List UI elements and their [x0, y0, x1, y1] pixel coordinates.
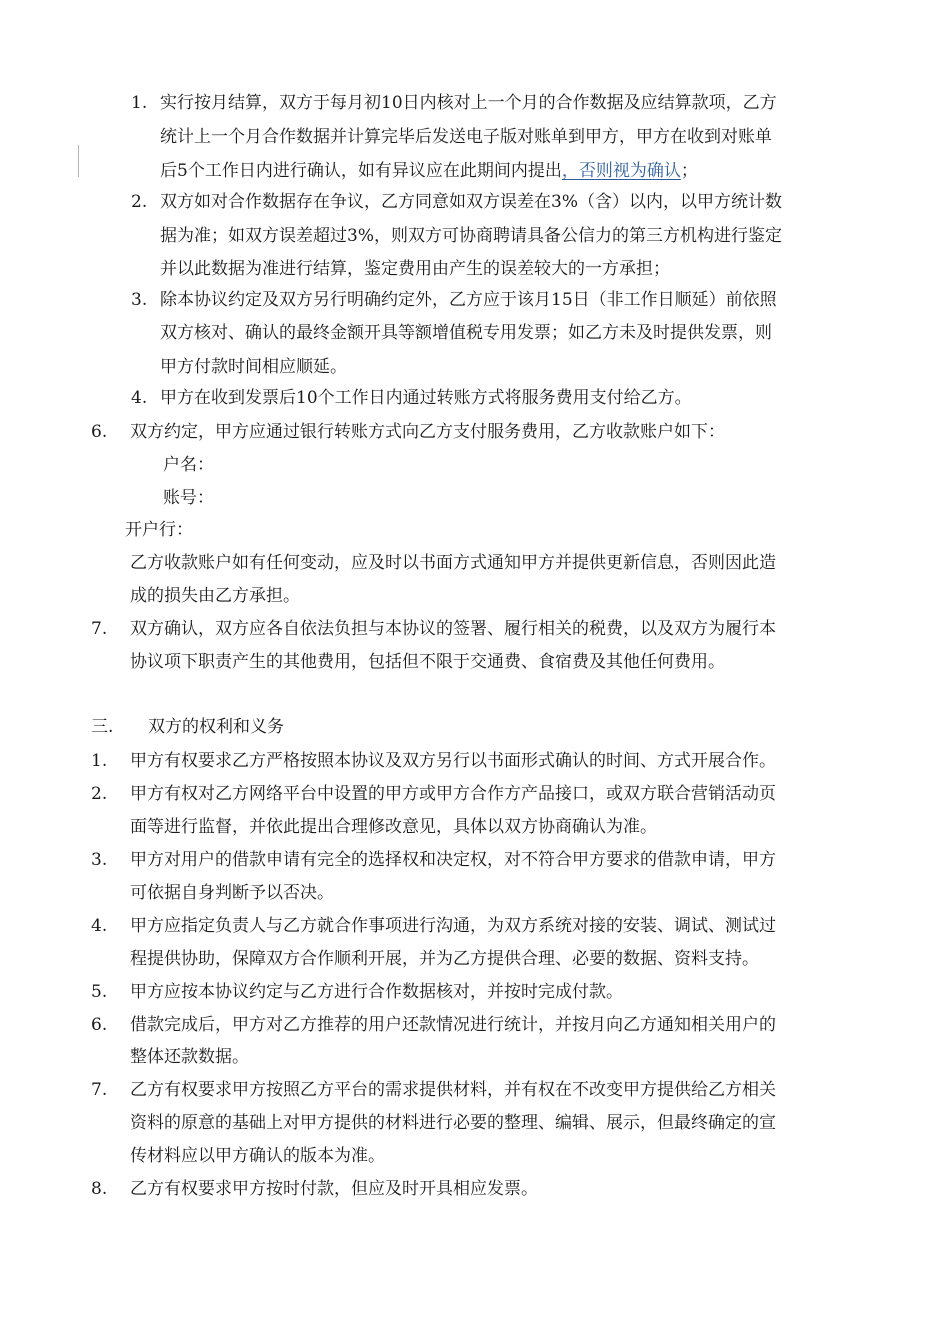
- tracked-change-link[interactable]: ，否则视为确认: [561, 161, 681, 181]
- paragraph-line: 双方核对、确认的最终金额开具等额增值税专用发票；如乙方未及时提供发票，则: [160, 323, 772, 343]
- paragraph-line: 双方如对合作数据存在争议，乙方同意如双方误差在3%（含）以内，以甲方统计数: [160, 192, 782, 212]
- paragraph-line: 资料的原意的基础上对甲方提供的材料进行必要的整理、编辑、展示，但最终确定的宣: [130, 1113, 776, 1133]
- paragraph-line: 面等进行监督，并依此提出合理修改意见，具体以双方协商确认为准。: [130, 817, 657, 837]
- paragraph-line: 甲方对用户的借款申请有完全的选择权和决定权，对不符合甲方要求的借款申请，甲方: [130, 850, 776, 870]
- bank-label: 开户行：: [125, 520, 193, 540]
- account-name-label: 户名：: [163, 455, 214, 475]
- paragraph-line: 甲方付款时间相应顺延。: [160, 357, 347, 377]
- paragraph-line: [160, 159, 698, 183]
- list-number: 7.: [91, 619, 108, 639]
- paragraph-line: 甲方有权要求乙方严格按照本协议及双方另行以书面形式确认的时间、方式开展合作。: [130, 751, 776, 771]
- revision-bar: [78, 145, 79, 177]
- paragraph-line: 甲方应按本协议约定与乙方进行合作数据核对，并按时完成付款。: [130, 982, 623, 1002]
- paragraph-line: 双方约定，甲方应通过银行转账方式向乙方支付服务费用，乙方收款账户如下：: [130, 422, 725, 442]
- section-number: 三.: [91, 717, 114, 737]
- list-number: 1.: [131, 93, 148, 113]
- list-number: 8.: [91, 1179, 108, 1199]
- paragraph-line: 乙方收款账户如有任何变动，应及时以书面方式通知甲方并提供更新信息，否则因此造: [130, 553, 776, 573]
- paragraph-line: 实行按月结算，双方于每月初10日内核对上一个月的合作数据及应结算款项，乙方: [160, 93, 777, 113]
- paragraph-line: 甲方有权对乙方网络平台中设置的甲方或甲方合作方产品接口，或双方联合营销活动页: [130, 784, 776, 804]
- paragraph-line: 整体还款数据。: [130, 1047, 249, 1067]
- paragraph-line: 可依据自身判断予以否决。: [130, 883, 334, 903]
- account-number-label: 账号：: [163, 488, 214, 508]
- section-title: 双方的权利和义务: [148, 717, 284, 737]
- paragraph-line: 成的损失由乙方承担。: [130, 586, 300, 606]
- line-text: ；: [680, 161, 698, 181]
- paragraph-line: 程提供协助，保障双方合作顺利开展，并为乙方提供合理、必要的数据、资料支持。: [130, 949, 759, 969]
- list-number: 6.: [91, 1015, 108, 1035]
- paragraph-line: 双方确认，双方应各自依法负担与本协议的签署、履行相关的税费，以及双方为履行本: [130, 619, 776, 639]
- list-number: 1.: [91, 751, 108, 771]
- paragraph-line: 据为准；如双方误差超过3%，则双方可协商聘请具备公信力的第三方机构进行鉴定: [160, 226, 782, 246]
- list-number: 6.: [91, 422, 108, 442]
- paragraph-line: 乙方有权要求甲方按时付款，但应及时开具相应发票。: [130, 1179, 538, 1199]
- list-number: 3.: [91, 850, 108, 870]
- list-number: 4.: [91, 916, 108, 936]
- list-number: 4.: [131, 388, 148, 408]
- paragraph-line: 甲方在收到发票后10个工作日内通过转账方式将服务费用支付给乙方。: [160, 388, 692, 408]
- list-number: 5.: [91, 982, 108, 1002]
- list-number: 2.: [131, 192, 148, 212]
- line-text: 后5个工作日内进行确认，如有异议应在此期间内提出: [160, 161, 562, 181]
- paragraph-line: 统计上一个月合作数据并计算完毕后发送电子版对账单到甲方，甲方在收到对账单: [160, 127, 772, 147]
- list-number: 2.: [91, 784, 108, 804]
- paragraph-line: 借款完成后，甲方对乙方推荐的用户还款情况进行统计，并按月向乙方通知相关用户的: [130, 1015, 776, 1035]
- paragraph-line: 并以此数据为准进行结算，鉴定费用由产生的误差较大的一方承担；: [160, 259, 670, 279]
- list-number: 7.: [91, 1080, 108, 1100]
- list-number: 3.: [131, 290, 148, 310]
- paragraph-line: 除本协议约定及双方另行明确约定外，乙方应于该月15日（非工作日顺延）前依照: [160, 290, 777, 310]
- paragraph-line: 传材料应以甲方确认的版本为准。: [130, 1146, 385, 1166]
- paragraph-line: 甲方应指定负责人与乙方就合作事项进行沟通，为双方系统对接的安装、调试、测试过: [130, 916, 776, 936]
- paragraph-line: 乙方有权要求甲方按照乙方平台的需求提供材料，并有权在不改变甲方提供给乙方相关: [130, 1080, 776, 1100]
- paragraph-line: 协议项下职责产生的其他费用，包括但不限于交通费、食宿费及其他任何费用。: [130, 652, 725, 672]
